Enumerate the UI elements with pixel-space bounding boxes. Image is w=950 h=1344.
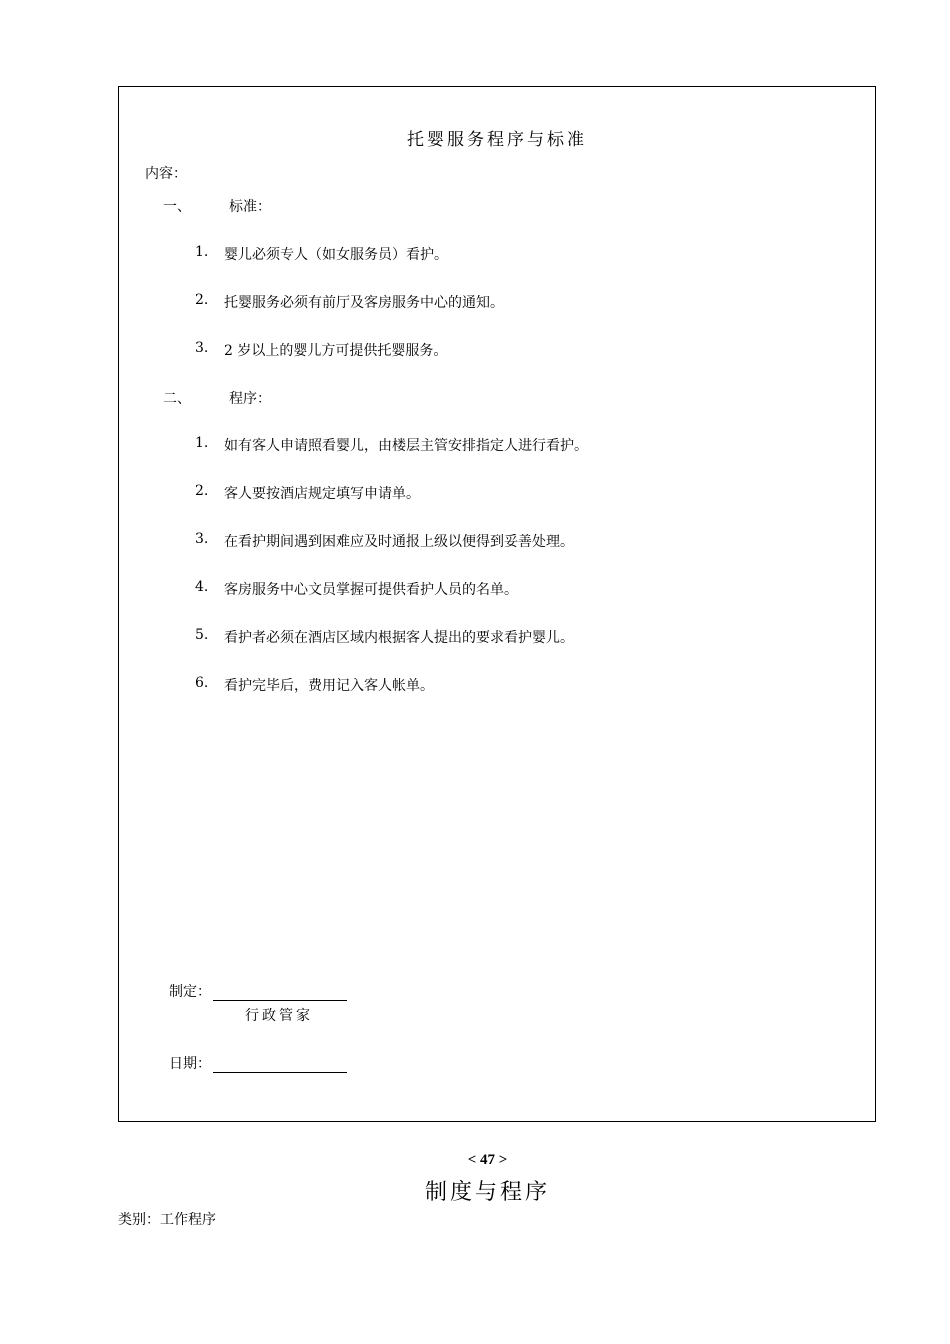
document-title: 托婴服务程序与标准 xyxy=(407,130,587,150)
list-item: 婴儿必须专人（如女服务员）看护。 xyxy=(224,247,448,263)
list-item-number: 2. xyxy=(195,292,209,308)
footer-title: 制度与程序 xyxy=(424,1180,550,1205)
list-item-number: 4. xyxy=(195,579,209,595)
list-item: 2 岁以上的婴儿方可提供托婴服务。 xyxy=(224,343,448,359)
made-by-row xyxy=(169,981,347,1001)
list-item: 托婴服务必须有前厅及客房服务中心的通知。 xyxy=(224,295,504,311)
date-label: 日期： xyxy=(169,1056,211,1072)
section-number: 一、 xyxy=(163,199,191,215)
list-item: 看护完毕后，费用记入客人帐单。 xyxy=(224,678,434,694)
list-item: 在看护期间遇到困难应及时通报上级以便得到妥善处理。 xyxy=(224,534,574,550)
list-item: 如有客人申请照看婴儿，由楼层主管安排指定人进行看护。 xyxy=(224,438,588,454)
section-number: 二、 xyxy=(163,391,191,407)
page-number: < 47 > xyxy=(467,1152,508,1168)
list-item-number: 3. xyxy=(195,340,209,356)
section-heading: 程序： xyxy=(229,391,271,407)
list-item-number: 1. xyxy=(195,435,209,451)
content-label: 内容： xyxy=(145,166,187,182)
list-item-number: 5. xyxy=(195,627,209,643)
document-frame xyxy=(118,86,876,1122)
section-heading: 标准： xyxy=(229,199,271,215)
category-label: 类别：工作程序 xyxy=(118,1212,216,1228)
list-item: 看护者必须在酒店区域内根据客人提出的要求看护婴儿。 xyxy=(224,630,574,646)
made-by-label: 制定： xyxy=(169,984,211,1000)
list-item: 客房服务中心文员掌握可提供看护人员的名单。 xyxy=(224,582,518,598)
list-item-number: 2. xyxy=(195,483,209,499)
list-item-number: 3. xyxy=(195,531,209,547)
list-item-number: 1. xyxy=(195,244,209,260)
date-row xyxy=(169,1053,347,1073)
list-item: 客人要按酒店规定填写申请单。 xyxy=(224,486,420,502)
made-by-role: 行政管家 xyxy=(245,1008,313,1024)
list-item-number: 6. xyxy=(195,675,209,691)
date-line xyxy=(213,1058,347,1073)
signature-line xyxy=(213,986,347,1001)
